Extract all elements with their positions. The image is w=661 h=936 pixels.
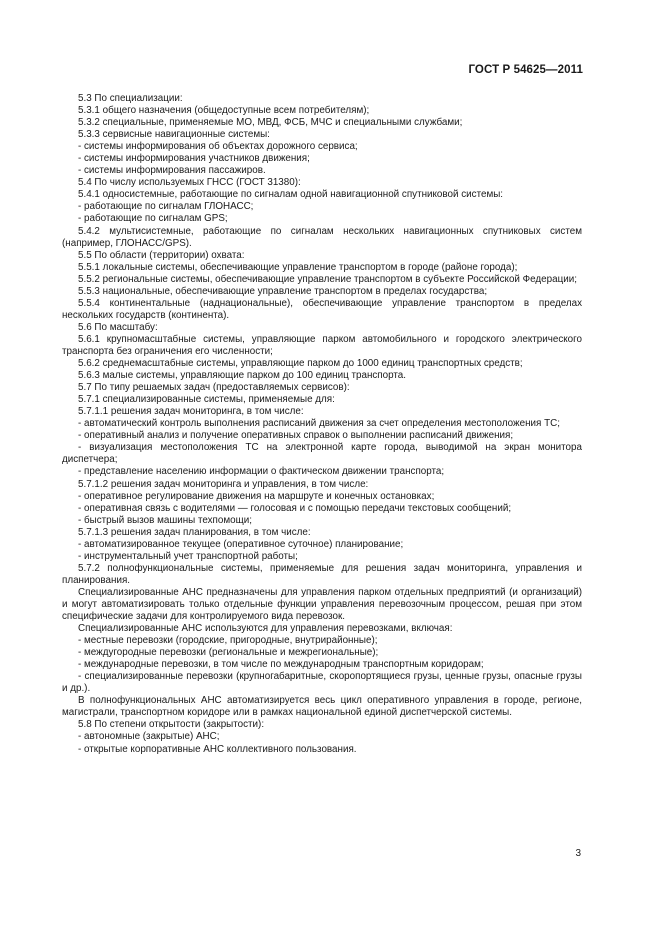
paragraph: 5.8 По степени открытости (закрытости):	[78, 719, 265, 731]
paragraph: 5.7 По типу решаемых задач (предоставляемых сервисов):	[78, 382, 350, 394]
paragraph: Специализированные АНС предназначены для управления парком отдельных предприятий (и организаций) и могут автоматизировать только отдельные функции управления перевозочным процессом, решая при этом специфические задачи для контролируемого вида перевозок.	[62, 586, 582, 623]
paragraph: - международные перевозки, в том числе по международным транспортным коридорам;	[78, 659, 484, 671]
paragraph: - инструментальный учет транспортной работы;	[78, 550, 298, 562]
paragraph: - системы информирования об объектах дорожного сервиса;	[78, 141, 358, 153]
paragraph: - представление населению информации о фактическом движении транспорта;	[78, 466, 445, 478]
paragraph: Специализированные АНС используются для управления перевозками, включая:	[78, 623, 453, 635]
paragraph: 5.3.3 сервисные навигационные системы:	[78, 129, 270, 141]
paragraph: 5.3.2 специальные, применяемые МО, МВД, ФСБ, МЧС и специальными службами;	[78, 117, 463, 129]
paragraph: 5.4.2 мультисистемные, работающие по сигналам нескольких навигационных спутниковых систем (например, ГЛОНАСС/GPS).	[62, 225, 582, 249]
paragraph: 5.6.2 среднемасштабные системы, управляющие парком до 1000 единиц транспортных средств;	[78, 358, 523, 370]
paragraph: 5.5.1 локальные системы, обеспечивающие управление транспортом в городе (районе города);	[78, 261, 518, 273]
paragraph: 5.5.3 национальные, обеспечивающие управление транспортом в пределах государства;	[78, 285, 488, 297]
paragraph: - работающие по сигналам ГЛОНАСС;	[78, 201, 254, 213]
paragraph: 5.3 По специализации:	[78, 93, 183, 104]
paragraph: - системы информирования участников движения;	[78, 153, 310, 165]
paragraph: 5.4.1 односистемные, работающие по сигналам одной навигационной спутниковой системы:	[78, 189, 504, 201]
paragraph: - визуализация местоположения ТС на электронной карте города, выводимой на экран монитора диспетчера;	[62, 442, 582, 466]
paragraph: - работающие по сигналам GPS;	[78, 213, 228, 225]
paragraph: - автономные (закрытые) АНС;	[78, 731, 220, 743]
page-number: 3	[575, 848, 581, 859]
paragraph: 5.7.2 полнофункциональные системы, применяемые для решения задач мониторинга, управления и планирования.	[62, 562, 582, 586]
paragraph: 5.7.1.3 решения задач планирования, в том числе:	[78, 526, 311, 538]
paragraph: 5.3.1 общего назначения (общедоступные всем потребителям);	[78, 105, 370, 117]
paragraph: 5.6.1 крупномасштабные системы, управляющие парком автомобильного и городского электрического транспорта без ограничения его численности;	[62, 333, 582, 357]
paragraph: - системы информирования пассажиров.	[78, 165, 266, 177]
paragraph: - местные перевозки (городские, пригородные, внутрирайонные);	[78, 635, 378, 647]
paragraph: 5.7.1 специализированные системы, применяемые для:	[78, 394, 335, 406]
paragraph: В полнофункциональных АНС автоматизируется весь цикл оперативного управления в городе, регионе, магистрали, транспортном коридоре или в рамках национальной единой диспетчерской системы.	[62, 695, 582, 719]
paragraph: 5.4 По числу используемых ГНСС (ГОСТ 31380):	[78, 177, 301, 189]
paragraph: - междугородные перевозки (региональные и межрегиональные);	[78, 647, 379, 659]
document-code: ГОСТ Р 54625—2011	[468, 64, 583, 76]
paragraph: - открытые корпоративные АНС коллективного пользования.	[78, 743, 357, 755]
paragraph: 5.6 По масштабу:	[78, 321, 158, 333]
paragraph: 5.6.3 малые системы, управляющие парком до 100 единиц транспорта.	[78, 370, 406, 382]
paragraph: - оперативный анализ и получение оперативных справок о выполнении расписаний движения;	[78, 430, 514, 442]
paragraph: 5.7.1.2 решения задач мониторинга и управления, в том числе:	[78, 478, 369, 490]
paragraph: 5.5.2 региональные системы, обеспечивающие управление транспортом в субъекте Российской Федерации;	[78, 273, 577, 285]
paragraph: - автоматизированное текущее (оперативное суточное) планирование;	[78, 538, 404, 550]
paragraph: - быстрый вызов машины техпомощи;	[78, 514, 252, 526]
paragraph: - оперативная связь с водителями — голосовая и с помощью передачи текстовых сообщений;	[78, 502, 512, 514]
body-text	[62, 93, 582, 756]
paragraph: 5.5.4 континентальные (наднациональные), обеспечивающие управление транспортом в пределах нескольких государств (континента).	[62, 297, 582, 321]
paragraph: 5.7.1.1 решения задач мониторинга, в том числе:	[78, 406, 304, 418]
paragraph: - оперативное регулирование движения на маршруте и конечных остановках;	[78, 490, 435, 502]
paragraph: 5.5 По области (территории) охвата:	[78, 249, 245, 261]
paragraph: - автоматический контроль выполнения расписаний движения за счет определения местоположения ТС;	[78, 418, 560, 430]
paragraph: - специализированные перевозки (крупногабаритные, скоропортящиеся грузы, ценные грузы, опасные грузы и др.).	[62, 671, 582, 695]
